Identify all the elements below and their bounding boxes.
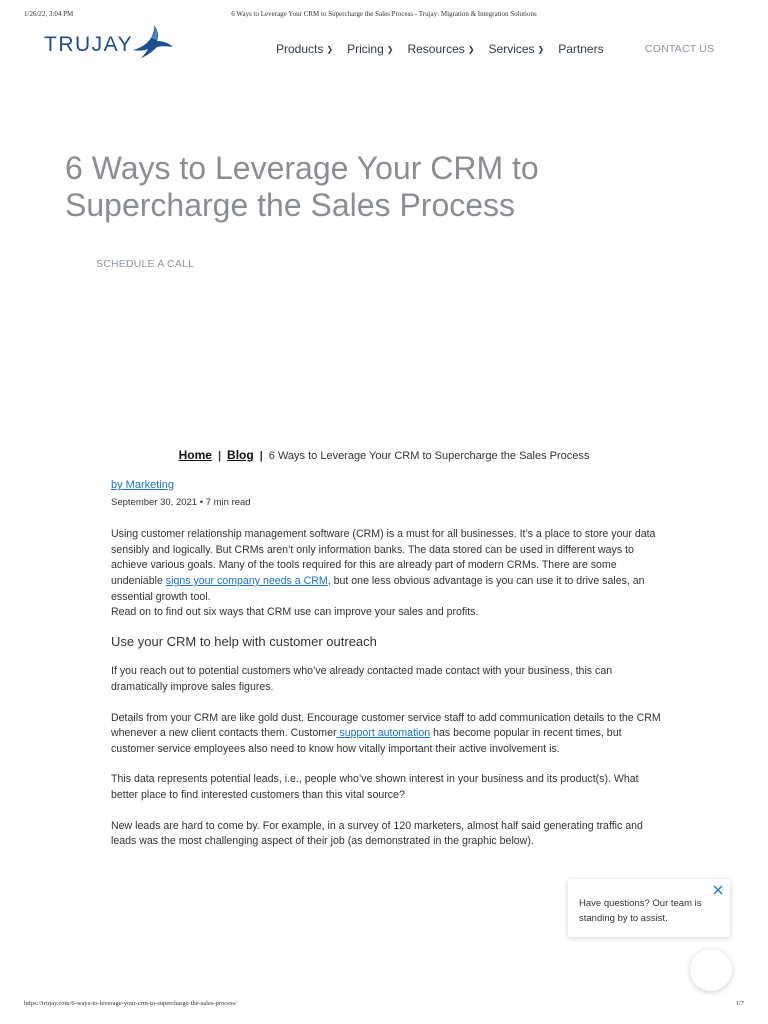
breadcrumb xyxy=(0,448,768,462)
nav-services[interactable] xyxy=(489,42,545,56)
logo-text: TRUJAY xyxy=(44,33,134,56)
article-body xyxy=(111,478,661,850)
chevron-down-icon: ❯ xyxy=(326,44,334,54)
chat-message: Have questions? Our team is standing by to assist. xyxy=(579,898,702,924)
section-heading: Use your CRM to help with customer outreach xyxy=(111,633,377,649)
trujay-logo[interactable] xyxy=(44,30,175,60)
print-page-number: 1/7 xyxy=(735,1000,744,1007)
nav-pricing[interactable] xyxy=(347,42,393,56)
paragraph-survey: New leads are hard to come by. For example, in a survey of 120 marketers, almost half said generating traffic and leads was the most challenging aspect of their job (as demonstrated in the graphic below). xyxy=(111,819,643,848)
breadcrumb-home[interactable]: Home xyxy=(178,448,212,462)
swallow-bird-icon xyxy=(131,24,175,60)
print-footer xyxy=(24,1000,744,1010)
contact-us-link[interactable]: CONTACT US xyxy=(645,43,715,55)
nav-services-label: Services xyxy=(488,42,535,56)
paragraph-leads-source: This data represents potential leads, i.e., people who’ve shown interest in your business and its product(s). What better place to find interested customers than this vital source? xyxy=(111,773,639,801)
breadcrumb-separator: | xyxy=(259,450,263,462)
breadcrumb-blog[interactable]: Blog xyxy=(227,448,254,462)
intro-text-end: , but one less obvious advantage is you can use it to drive sales, an essential growth tool. xyxy=(111,574,645,603)
support-automation-link[interactable]: support automation xyxy=(336,727,431,740)
schedule-call-button[interactable]: SCHEDULE A CALL xyxy=(96,258,195,270)
post-meta: September 30, 2021 • 7 min read xyxy=(111,496,251,508)
read-on-paragraph: Read on to find out six ways that CRM use can improve your sales and profits. xyxy=(111,606,479,619)
nav-products[interactable] xyxy=(276,42,333,56)
paragraph-outreach: If you reach out to potential customers who’ve already contacted made contact with your business, this can dramatically improve sales figures. xyxy=(111,665,613,693)
chat-launcher-button[interactable] xyxy=(690,949,732,991)
print-datetime: 1/26/22, 3:04 PM xyxy=(24,10,74,18)
breadcrumb-separator: | xyxy=(217,450,222,462)
chat-prompt[interactable] xyxy=(568,879,730,937)
nav-partners-label: Partners xyxy=(558,42,604,56)
gold-dust-text-end: has become popular in recent times, but customer service employees also need to know how vitally important their active involvement is. xyxy=(111,727,622,755)
nav-resources-label: Resources xyxy=(407,42,465,56)
gold-dust-text-start: Details from your CRM are like gold dust. Encourage customer service staff to add communication details to the CRM whenever a new client contacts them. Customer xyxy=(111,711,661,740)
signs-need-crm-link[interactable]: signs your company needs a CRM xyxy=(165,574,328,587)
nav-resources[interactable] xyxy=(407,42,474,56)
breadcrumb-current: 6 Ways to Leverage Your CRM to Supercharge the Sales Process xyxy=(268,450,590,462)
intro-text-start: Using customer relationship management software (CRM) is a must for all businesses. It’s a place to store your data sensibly and logically. But CRMs aren’t only information banks. The data stored can be used in different ways to achieve various goals. Many of the tools required for this are already part of modern CRMs. There are some undeniable xyxy=(111,528,656,587)
intro-paragraph xyxy=(111,527,661,605)
nav-products-label: Products xyxy=(276,42,324,56)
print-url: https://trujay.com/6-ways-to-leverage-your-crm-to-supercharge-the-sales-process/ xyxy=(24,1000,237,1007)
nav-pricing-label: Pricing xyxy=(347,42,384,56)
print-doc-title: 6 Ways to Leverage Your CRM to Supercharge the Sales Process - Trujay: Migration & Integration Solutions xyxy=(231,10,537,18)
chevron-down-icon: ❯ xyxy=(537,44,545,54)
main-nav xyxy=(276,42,618,56)
site-header xyxy=(0,28,768,68)
page-title: 6 Ways to Leverage Your CRM to Supercharge the Sales Process xyxy=(65,150,539,223)
close-icon[interactable] xyxy=(712,884,724,896)
author-link[interactable]: by Marketing xyxy=(111,479,174,491)
chevron-down-icon: ❯ xyxy=(386,44,394,54)
nav-partners[interactable] xyxy=(558,42,603,56)
paragraph-gold-dust xyxy=(111,711,661,758)
chevron-down-icon: ❯ xyxy=(467,44,475,54)
print-header xyxy=(24,10,744,22)
